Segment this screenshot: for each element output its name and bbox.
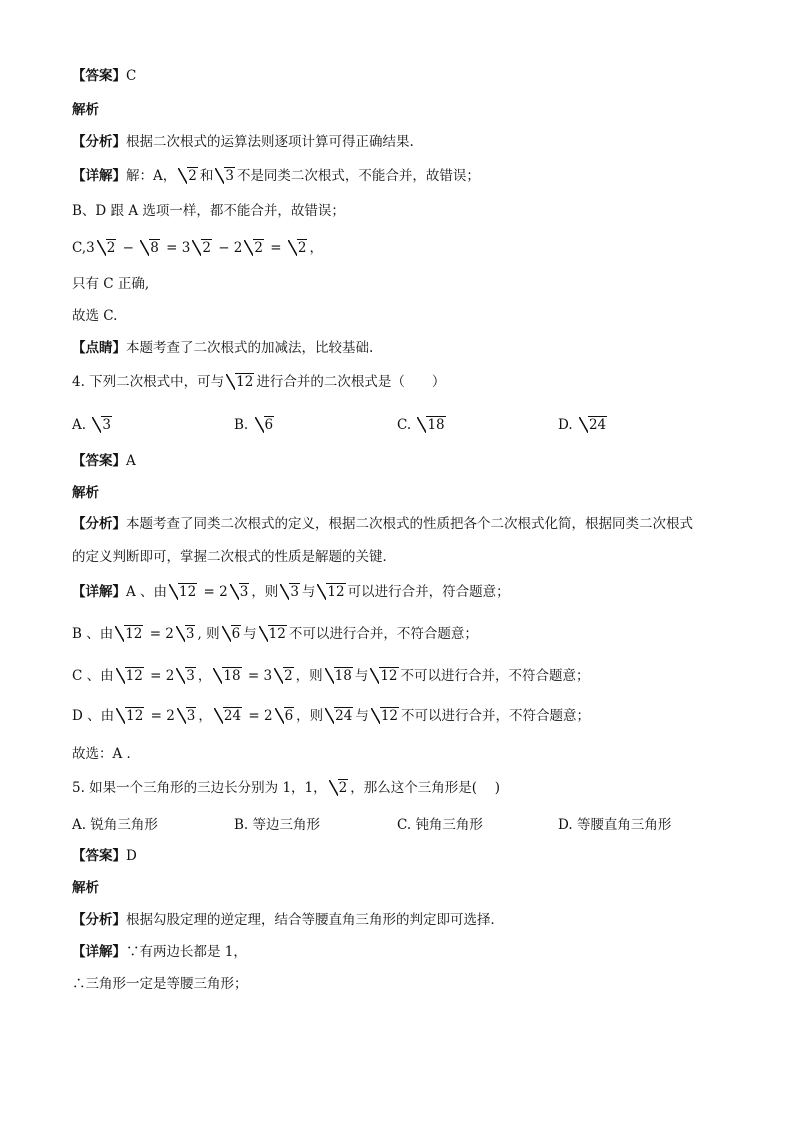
text-run: ，则: [296, 708, 324, 724]
text-run: 与: [354, 668, 369, 684]
text-run: = 2: [145, 668, 175, 684]
text-run: = 2: [146, 708, 175, 724]
sqrt-expression: [275, 706, 295, 726]
sqrt-expression: [176, 624, 196, 644]
q4-answer: A: [126, 453, 136, 469]
text-run: ，则: [251, 584, 279, 600]
radicand: 3: [290, 584, 299, 600]
radicand: 24: [335, 708, 353, 724]
q3-answer-line: [72, 66, 136, 86]
text-run: ，: [197, 668, 212, 684]
radicand: 2: [188, 168, 197, 184]
fenxi-label: 【分析】: [72, 516, 126, 532]
text-run: D 、由: [72, 708, 115, 724]
option-letter: D.: [558, 817, 573, 833]
q5-detail-line-2: ∴三角形一定是等腰三角形；: [72, 976, 248, 992]
sqrt-expression: [215, 166, 235, 186]
text-run: 与: [243, 626, 257, 642]
q4-choose: 故选：A ．: [72, 746, 141, 762]
radicand: 12: [327, 584, 345, 600]
q5-fenxi: 根据勾股定理的逆定理，结合等腰直角三角形的判定即可选择．: [126, 912, 504, 928]
sqrt-expression: [115, 624, 143, 644]
text-run: 不是同类二次根式，不能合并，故错误；: [236, 168, 480, 184]
fenxi-label: 【分析】: [72, 912, 126, 928]
option-letter: C.: [397, 417, 412, 433]
q4-fenxi-line-2: 的定义判断即可，掌握二次根式的性质是解题的关键．: [72, 549, 396, 565]
sqrt-expression: [579, 415, 607, 435]
option-text: 钝角三角形: [415, 817, 483, 833]
text-run: 不可以进行合并，不符合题意；: [400, 668, 590, 684]
sqrt-expression: [176, 666, 196, 686]
sqrt-expression: [92, 415, 112, 435]
option-letter: B.: [234, 817, 249, 833]
q4-option-c: [397, 415, 448, 435]
option-letter: D.: [558, 417, 573, 433]
text-run: 与: [355, 708, 369, 724]
sqrt-expression: [177, 706, 197, 726]
radicand: 12: [125, 668, 143, 684]
text-run: 解：A，: [126, 168, 177, 184]
sqrt-expression: [325, 666, 353, 686]
option-letter: A.: [72, 417, 87, 433]
text-run: , 则: [197, 626, 220, 642]
sqrt-expression: [371, 706, 399, 726]
q4-option-b: [234, 415, 276, 435]
q5-option-b: [234, 815, 320, 835]
text-run: 进行合并的二次根式是（ ）: [256, 374, 446, 390]
fenxi-label: 【分析】: [72, 134, 126, 150]
q3-answer: C: [126, 68, 137, 84]
answer-label: 【答案】: [72, 68, 126, 84]
option-text: 锐角三角形: [90, 817, 158, 833]
radicand: 3: [225, 168, 234, 184]
text-run: C 、由: [72, 668, 114, 684]
radicand: 6: [231, 626, 241, 642]
q4-analysis-heading: [72, 483, 99, 503]
analysis-label: 解析: [72, 485, 99, 501]
sqrt-expression: [213, 666, 241, 686]
text-run: = 2: [199, 584, 228, 600]
text-run: ，则: [295, 668, 323, 684]
option-letter: C.: [397, 817, 412, 833]
q3-dianjing-line: [72, 338, 373, 358]
sqrt-expression: [244, 238, 264, 258]
text-run: B 、由: [72, 626, 114, 642]
text-run: = 3: [243, 668, 273, 684]
sqrt-expression: [417, 415, 445, 435]
sqrt-expression: [255, 415, 275, 435]
sqrt-expression: [274, 666, 294, 686]
q3-only-c: 只有 C 正确,: [72, 276, 150, 292]
text-run: = 3: [161, 240, 191, 256]
radicand: 6: [264, 417, 274, 433]
q5-detail-line-1: [72, 942, 247, 962]
q5-answer-line: [72, 846, 137, 866]
text-run: ，: [198, 708, 212, 724]
q5-answer: D: [126, 848, 137, 864]
q3-fenxi: 根据二次根式的运算法则逐项计算可得正确结果.: [126, 134, 414, 150]
radicand: 12: [179, 584, 197, 600]
q4-detail-a: [72, 582, 510, 602]
radicand: 18: [427, 417, 445, 433]
radicand: 3: [239, 584, 249, 600]
q4-option-d: [558, 415, 609, 435]
radicand: 24: [588, 417, 607, 433]
sqrt-expression: [370, 666, 398, 686]
text-run: A 、由: [126, 584, 168, 600]
q3-detail-line: [72, 166, 480, 186]
sqrt-expression: [140, 238, 160, 258]
radicand: 8: [150, 240, 159, 256]
text-run: C,3: [72, 240, 95, 256]
text-run: ，: [309, 240, 323, 256]
sqrt-expression: [222, 624, 242, 644]
q5-option-c: [397, 815, 483, 835]
radicand: 12: [268, 626, 286, 642]
q5-option-a: [72, 815, 158, 835]
q5-stem: [72, 778, 500, 798]
q3-c-line: [72, 238, 323, 258]
xiangjie-label: 【详解】: [72, 168, 126, 184]
option-letter: A.: [72, 817, 87, 833]
dianjing-label: 【点睛】: [72, 340, 126, 356]
q3-bd-line: B、D 跟 A 选项一样，都不能合并，故错误；: [72, 203, 345, 219]
text-run: 不可以进行合并，不符合题意；: [288, 626, 478, 642]
sqrt-expression: [259, 624, 287, 644]
sqrt-expression: [214, 706, 242, 726]
radicand: 3: [186, 668, 195, 684]
radicand: 12: [380, 708, 399, 724]
text-run: = 2: [244, 708, 273, 724]
q3-choose: 故选 C.: [72, 308, 118, 324]
sqrt-expression: [178, 166, 198, 186]
radicand: 2: [254, 240, 263, 256]
q3-analysis-heading: [72, 100, 99, 120]
option-letter: B.: [234, 417, 249, 433]
q5-analysis-heading: [72, 878, 99, 898]
q3-dianjing: 本题考查了二次根式的加减法，比较基础.: [126, 340, 374, 356]
sqrt-expression: [325, 706, 353, 726]
radicand: 2: [284, 668, 293, 684]
option-text: 等腰直角三角形: [576, 817, 672, 833]
sqrt-expression: [97, 238, 117, 258]
radicand: 6: [284, 708, 294, 724]
radicand: 12: [126, 708, 144, 724]
q4-answer-line: [72, 451, 136, 471]
answer-label: 【答案】: [72, 453, 126, 469]
radicand: 2: [106, 240, 116, 256]
xiangjie-label: 【详解】: [72, 584, 126, 600]
q5-option-d: [558, 815, 671, 835]
radicand: 24: [223, 708, 242, 724]
radicand: 18: [223, 668, 241, 684]
text-run: 与: [301, 584, 316, 600]
text-run: −: [118, 240, 139, 256]
q4-stem: [72, 372, 445, 392]
text-run: 4. 下列二次根式中，可与: [72, 374, 225, 390]
sqrt-expression: [329, 778, 349, 798]
radicand: 12: [125, 626, 143, 642]
q5-detail-1: ∵有两边长都是 1，: [126, 944, 247, 960]
radicand: 18: [334, 668, 352, 684]
sqrt-expression: [230, 582, 250, 602]
analysis-label: 解析: [72, 102, 99, 118]
sqrt-expression: [116, 706, 144, 726]
radicand: 2: [297, 240, 307, 256]
sqrt-expression: [116, 666, 144, 686]
radicand: 12: [236, 374, 254, 390]
radicand: 2: [338, 780, 348, 796]
q4-detail-c: [72, 666, 590, 686]
analysis-label: 解析: [72, 880, 99, 896]
text-run: 5. 如果一个三角形的三边长分别为 1，1，: [72, 780, 327, 796]
text-run: 和: [199, 168, 214, 184]
text-run: − 2: [213, 240, 243, 256]
sqrt-expression: [288, 238, 308, 258]
text-run: 不可以进行合并，不符合题意；: [401, 708, 591, 724]
q5-fenxi-line: [72, 910, 504, 930]
text-run: =: [265, 240, 286, 256]
q3-fenxi-line: [72, 132, 414, 152]
radicand: 3: [102, 417, 111, 433]
sqrt-expression: [226, 372, 254, 392]
text-run: = 2: [145, 626, 174, 642]
sqrt-expression: [317, 582, 345, 602]
q4-fenxi-1: 本题考查了同类二次根式的定义，根据二次根式的性质把各个二次根式化简，根据同类二次根式: [126, 516, 693, 532]
sqrt-expression: [192, 238, 212, 258]
q4-detail-b: [72, 624, 478, 644]
radicand: 2: [202, 240, 211, 256]
q4-fenxi-line-1: [72, 514, 693, 534]
option-text: 等边三角形: [252, 817, 321, 833]
radicand: 3: [186, 708, 196, 724]
sqrt-expression: [169, 582, 197, 602]
sqrt-expression: [280, 582, 300, 602]
answer-label: 【答案】: [72, 848, 126, 864]
q4-detail-d: [72, 706, 590, 726]
q4-option-a: [72, 415, 114, 435]
radicand: 12: [380, 668, 398, 684]
radicand: 3: [185, 626, 195, 642]
xiangjie-label: 【详解】: [72, 944, 126, 960]
text-run: ，那么这个三角形是( ): [350, 780, 501, 796]
text-run: 可以进行合并，符合题意；: [347, 584, 510, 600]
